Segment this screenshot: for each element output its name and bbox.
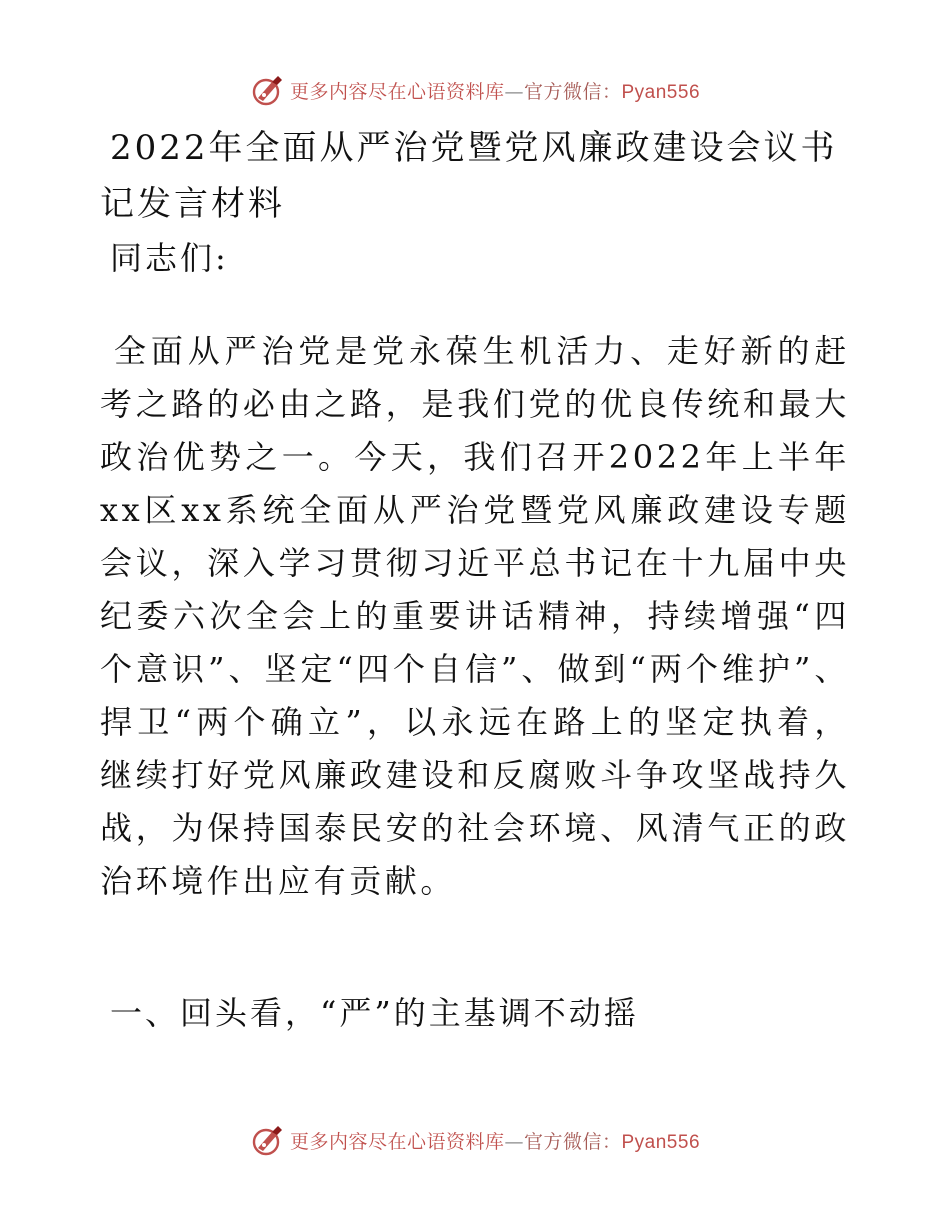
salutation: 同志们:	[110, 239, 229, 277]
watermark-text: 更多内容尽在心语资料库—官方微信：Pyan556	[289, 1130, 701, 1153]
document-title: 2022年全面从严治党暨党风廉政建设会议书记发言材料	[100, 128, 838, 224]
header-watermark	[0, 70, 950, 110]
watermark-text: 更多内容尽在心语资料库—官方微信：Pyan556	[289, 80, 701, 103]
body-paragraph: 全面从严治党是党永葆生机活力、走好新的赶考之路的必由之路，是我们党的优良传统和最大政治优势之一。今天，我们召开2022年上半年xx区xx系统全面从严治党暨党风廉政建设专题会议，深入学习贯彻习近平总书记在十九届中央纪委六次全会上的重要讲话精神，持续增强“四个意识”、坚定“四个自信”、做到“两个维护”、捍卫“两个确立”，以永远在路上的坚定执着，继续打好党风廉政建设和反腐败斗争攻坚战持久战，为保持国泰民安的社会环境、风清气正的政治环境作出应有贡献。	[100, 332, 850, 900]
pen-nib-logo-icon	[250, 72, 286, 108]
pen-nib-logo-icon	[250, 1122, 286, 1158]
footer-watermark	[0, 1120, 950, 1160]
section-heading: 一、回头看，“严”的主基调不动摇	[110, 994, 639, 1032]
